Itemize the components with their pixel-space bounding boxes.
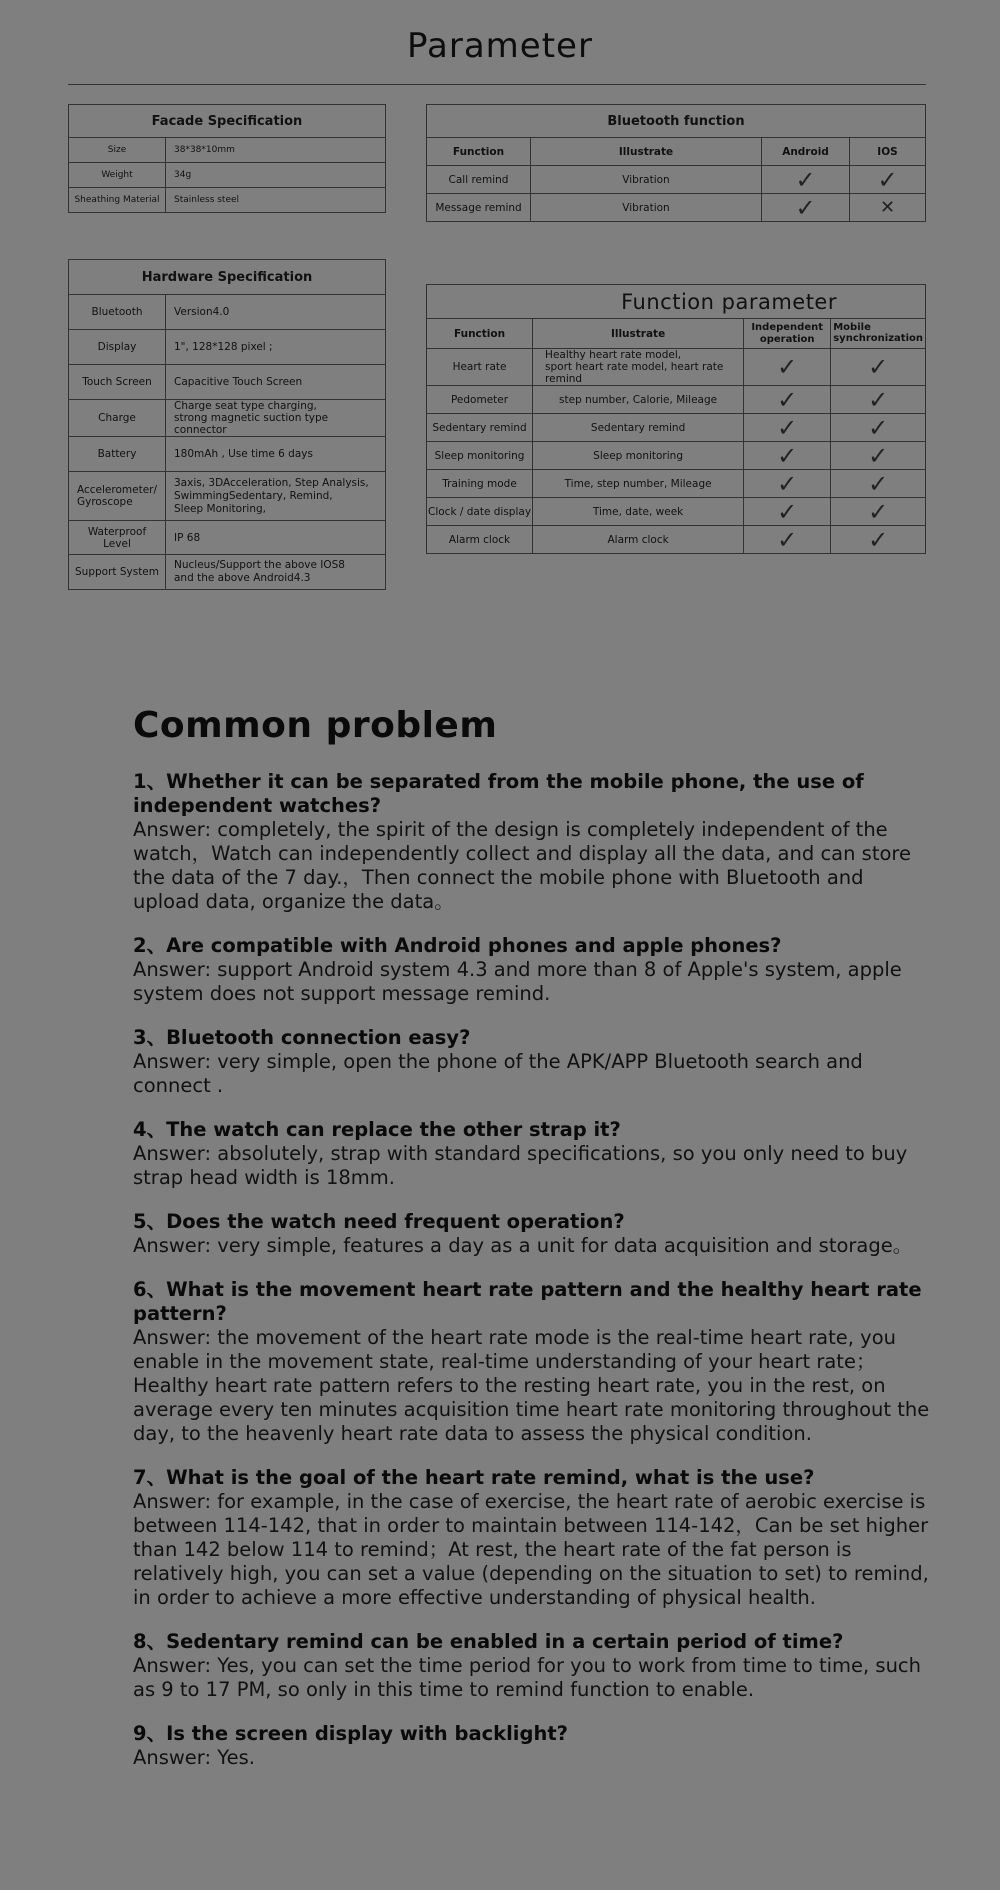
faq-question: 6、What is the movement heart rate pattern and the healthy heart rate pattern? [133, 1278, 922, 1325]
faq-answer: Answer: support Android system 4.3 and more than 8 of Apple's system, apple system does not support message remind. [133, 958, 902, 1005]
table-row [427, 414, 926, 442]
function-parameter-caption: Function parameter [427, 285, 926, 319]
spec-value: 38*38*10mm [166, 138, 386, 163]
facade-spec-table [68, 104, 386, 213]
column-header: Function [427, 138, 531, 166]
spec-label: Weight [69, 163, 166, 188]
table-row [427, 194, 926, 222]
faq-question: 5、Does the watch need frequent operation? [133, 1210, 625, 1233]
faq-question: 3、Bluetooth connection easy? [133, 1026, 471, 1049]
faq-item [133, 1278, 933, 1446]
spec-label: Charge [69, 400, 166, 437]
table-row [69, 295, 386, 330]
column-header: Independent operation [744, 319, 831, 349]
spec-value: Capacitive Touch Screen [166, 365, 386, 400]
hardware-spec-table [68, 259, 386, 590]
facade-caption: Facade Specification [69, 105, 386, 138]
faq-item [133, 770, 933, 914]
table-row [69, 188, 386, 213]
function-illustrate: Time, step number, Mileage [533, 470, 744, 498]
table-row [69, 365, 386, 400]
function-name: Sleep monitoring [427, 442, 533, 470]
check-icon: ✓ [744, 498, 831, 526]
check-icon: ✓ [762, 194, 850, 222]
function-illustrate: Sedentary remind [533, 414, 744, 442]
spec-label: Display [69, 330, 166, 365]
bluetooth-function-table [426, 104, 926, 222]
faq-answer: Answer: completely, the spirit of the design is completely independent of the watch，Watch can independently collect and display all the data, and can store the data of the 7 day.，Then connect the mobile phone with Bluetooth and upload data, organize the data。 [133, 818, 911, 913]
cross-icon: ✕ [850, 194, 926, 222]
table-row [427, 526, 926, 554]
function-parameter-table [426, 284, 926, 554]
column-header: Android [762, 138, 850, 166]
spec-value: 1", 128*128 pixel ; [166, 330, 386, 365]
table-row [427, 442, 926, 470]
function-name: Sedentary remind [427, 414, 533, 442]
faq-question: 7、What is the goal of the heart rate remind, what is the use? [133, 1466, 815, 1489]
check-icon: ✓ [831, 526, 926, 554]
table-header-row [427, 319, 926, 349]
faq-answer: Answer: the movement of the heart rate mode is the real-time heart rate, you enable in the movement state, real-time understanding of your heart rate；Healthy heart rate pattern refers to the resting heart rate, you in the rest, on average every ten minutes acquisition time heart rate monitoring throughout the day, to the heavenly heart rate data to assess the physical condition. [133, 1326, 930, 1445]
table-row [427, 498, 926, 526]
check-icon: ✓ [744, 526, 831, 554]
check-icon: ✓ [744, 442, 831, 470]
faq-question: 4、The watch can replace the other strap it? [133, 1118, 621, 1141]
column-header: Function [427, 319, 533, 349]
faq-answer: Answer: Yes, you can set the time period for you to work from time to time, such as 9 to 17 PM, so only in this time to remind function to enable. [133, 1654, 922, 1701]
page-title: Parameter [407, 26, 593, 66]
spec-label: Battery [69, 437, 166, 472]
table-row [427, 349, 926, 386]
faq-answer: Answer: very simple, features a day as a unit for data acquisition and storage。 [133, 1234, 913, 1257]
table-row [427, 386, 926, 414]
spec-value: 3axis, 3DAcceleration, Step Analysis, SwimmingSedentary, Remind, Sleep Monitoring, [166, 472, 386, 521]
check-icon: ✓ [744, 349, 831, 386]
function-illustrate: Time, date, week [533, 498, 744, 526]
check-icon: ✓ [762, 166, 850, 194]
function-name: Clock / date display [427, 498, 533, 526]
table-row [69, 138, 386, 163]
faq-answer: Answer: Yes. [133, 1746, 255, 1769]
spec-label: Sheathing Material [69, 188, 166, 213]
column-header: IOS [850, 138, 926, 166]
faq-item [133, 1210, 933, 1258]
spec-value: IP 68 [166, 521, 386, 555]
faq-question: 9、Is the screen display with backlight? [133, 1722, 568, 1745]
title-divider [68, 84, 926, 85]
function-name: Pedometer [427, 386, 533, 414]
check-icon: ✓ [831, 442, 926, 470]
check-icon: ✓ [831, 414, 926, 442]
faq-title: Common problem [133, 705, 498, 746]
function-illustrate: Vibration [531, 166, 762, 194]
table-row [69, 400, 386, 437]
faq-item [133, 1026, 933, 1098]
faq-answer: Answer: for example, in the case of exercise, the heart rate of aerobic exercise is between 114-142, that in order to maintain between 114-142，Can be set higher than 142 below 114 to remind；At rest, the heart rate of the fat person is relatively high, you can set a value (depending on the situation to set) to remind, in order to achieve a more effective understanding of physical health. [133, 1490, 929, 1609]
faq-item [133, 1466, 933, 1610]
function-name: Message remind [427, 194, 531, 222]
spec-value: 180mAh , Use time 6 days [166, 437, 386, 472]
check-icon: ✓ [744, 470, 831, 498]
hardware-caption: Hardware Specification [69, 260, 386, 295]
table-row [427, 166, 926, 194]
spec-label: Touch Screen [69, 365, 166, 400]
faq-section [133, 705, 933, 1790]
check-icon: ✓ [831, 349, 926, 386]
faq-question: 8、Sedentary remind can be enabled in a certain period of time? [133, 1630, 844, 1653]
column-header: Illustrate [531, 138, 762, 166]
function-illustrate: Vibration [531, 194, 762, 222]
faq-question: 2、Are compatible with Android phones and apple phones? [133, 934, 782, 957]
spec-label: Size [69, 138, 166, 163]
check-icon: ✓ [850, 166, 926, 194]
table-row [427, 470, 926, 498]
column-header: Illustrate [533, 319, 744, 349]
check-icon: ✓ [831, 470, 926, 498]
table-row [69, 437, 386, 472]
spec-value: Version4.0 [166, 295, 386, 330]
spec-value: Stainless steel [166, 188, 386, 213]
spec-label: Bluetooth [69, 295, 166, 330]
spec-label: Support System [69, 555, 166, 590]
faq-item [133, 1118, 933, 1190]
table-row [69, 330, 386, 365]
function-name: Alarm clock [427, 526, 533, 554]
table-header-row [427, 138, 926, 166]
function-name: Heart rate [427, 349, 533, 386]
faq-question: 1、Whether it can be separated from the mobile phone, the use of independent watches? [133, 770, 864, 817]
function-illustrate: Sleep monitoring [533, 442, 744, 470]
function-name: Call remind [427, 166, 531, 194]
faq-item [133, 1722, 933, 1770]
function-illustrate: Alarm clock [533, 526, 744, 554]
check-icon: ✓ [831, 498, 926, 526]
column-header: Mobile synchronization [831, 319, 926, 349]
function-illustrate: Healthy heart rate model, sport heart rate model, heart rate remind [533, 349, 744, 386]
table-row [69, 521, 386, 555]
faq-item [133, 1630, 933, 1702]
spec-label: Accelerometer/ Gyroscope [69, 472, 166, 521]
faq-answer: Answer: very simple, open the phone of the APK/APP Bluetooth search and connect . [133, 1050, 863, 1097]
table-row [69, 472, 386, 521]
check-icon: ✓ [744, 386, 831, 414]
table-row [69, 163, 386, 188]
check-icon: ✓ [744, 414, 831, 442]
function-name: Training mode [427, 470, 533, 498]
check-icon: ✓ [831, 386, 926, 414]
spec-label: Waterproof Level [69, 521, 166, 555]
function-illustrate: step number, Calorie, Mileage [533, 386, 744, 414]
spec-value: 34g [166, 163, 386, 188]
spec-value: Nucleus/Support the above IOS8 and the above Android4.3 [166, 555, 386, 590]
bluetooth-caption: Bluetooth function [427, 105, 926, 138]
faq-answer: Answer: absolutely, strap with standard specifications, so you only need to buy strap head width is 18mm. [133, 1142, 908, 1189]
faq-item [133, 934, 933, 1006]
spec-value: Charge seat type charging, strong magnetic suction type connector [166, 400, 386, 437]
table-row [69, 555, 386, 590]
